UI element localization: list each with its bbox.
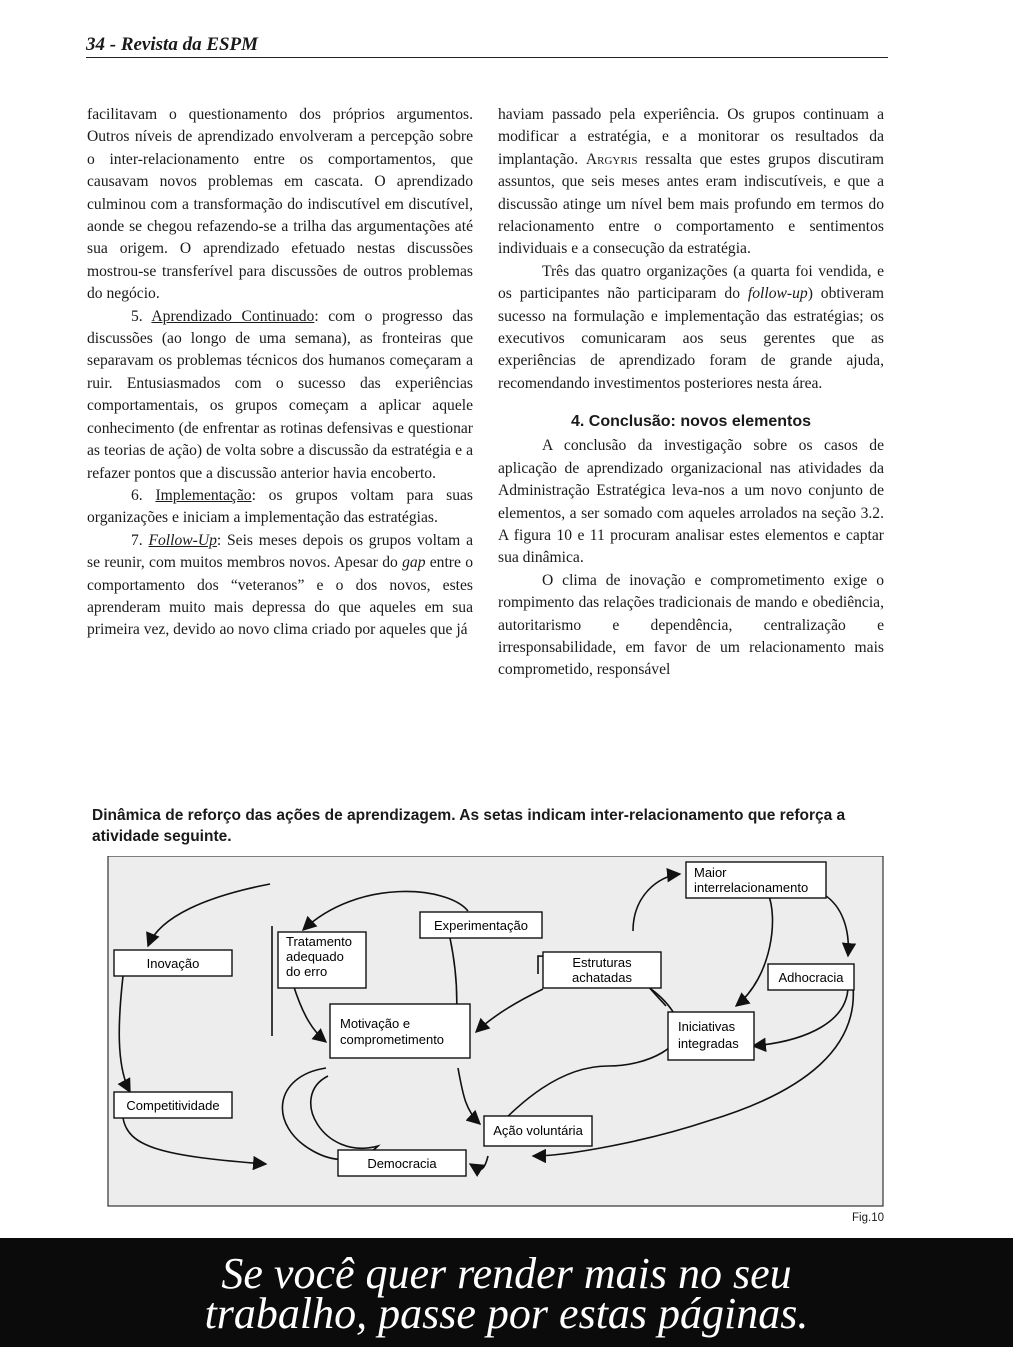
node-estruturas-achatadas [543, 952, 661, 988]
paragraph [87, 306, 473, 485]
node-label: Motivação e [340, 1016, 411, 1031]
text-run: ) obtiveram sucesso na formulação e implementação das estratégias; os executivos comunicaram aos seus gerentes que as experiências de aprendizado foram de grande ajuda, recomendando investimentos posteriores nesta área. [498, 285, 884, 392]
node-adhocracia [768, 964, 854, 990]
item-text: : com o progresso das discussões (ao longo de uma semana), as fronteiras que separavam os problemas técnicos dos humanos começaram a ruir. Entusiasmados com o sucesso das experiências comportamentais, os grupos começam a aplicar aquele conhecimento (de enfrentar as rotinas defensivas e questionar as teorias de ação) de volta sobre a discussão da estratégia e a refazer pontos que a discussão anterior havia encoberto. [87, 307, 474, 482]
node-label: Estruturas [572, 955, 632, 970]
node-label: Competitividade [126, 1098, 220, 1113]
running-head: 34 - Revista da ESPM [86, 34, 259, 55]
node-label: Experimentação [434, 918, 528, 933]
italic-term: gap [402, 554, 426, 572]
node-label: Iniciativas [678, 1019, 736, 1034]
item-text: entre o comportamento dos “veteranos” e o dos novos, estes aprenderam muito mais depressa do que aqueles em sua primeira vez, devido ao novo clima criado por aqueles que já [87, 554, 473, 639]
item-term: Follow-Up [148, 531, 217, 549]
node-label: interrelacionamento [694, 880, 809, 895]
figure-background [108, 856, 883, 1206]
node-motivacao-e-comprometimento [330, 1004, 470, 1058]
item-number: 5. [131, 307, 152, 325]
paragraph [498, 104, 884, 261]
node-label: Inovação [146, 956, 200, 971]
paragraph: O clima de inovação e comprometimento exige o rompimento das relações tradicionais de mando e obediência, autoritarismo e dependência, centralização e irresponsabilidade, em favor de um relacionamento mais comprometido, responsável [498, 571, 884, 679]
promo-banner [0, 1238, 1013, 1347]
node-competitividade [114, 1092, 232, 1118]
figure-caption: Dinâmica de reforço das ações de aprendizagem. As setas indicam inter-relacionamento que reforça a atividade seguinte. [92, 807, 846, 845]
node-label: achatadas [572, 970, 632, 985]
node-tratamento-adequado-do-erro [278, 932, 366, 988]
item-number: 6. [131, 486, 156, 504]
item-text: : os grupos voltam para suas organizações e iniciam a implementação das estratégias. [87, 486, 473, 527]
left-column [87, 104, 473, 642]
header-rule [86, 57, 888, 58]
text-run: haviam passado pela experiência. Os grupos continuam a modificar a estratégia, e a monitorar os resultados da implantação. [498, 106, 884, 168]
paragraph [87, 485, 473, 530]
paragraph [498, 261, 884, 395]
node-democracia [338, 1150, 466, 1176]
node-label: adequado [286, 949, 344, 964]
item-term: Aprendizado Continuado [151, 307, 315, 325]
node-label: Ação voluntária [493, 1123, 583, 1138]
text-run: Três das quatro organizações (a quarta foi vendida, e os participantes não participaram do [498, 262, 884, 303]
node-label: Adhocracia [778, 970, 844, 985]
node-label: do erro [286, 964, 328, 979]
item-number: 7. [131, 531, 149, 549]
node-label: integradas [678, 1036, 739, 1051]
banner-line: trabalho, passe por estas páginas. [204, 1289, 809, 1338]
node-iniciativas-integradas [668, 1012, 754, 1060]
node-maior-interrelacionamento [686, 862, 826, 898]
right-column [498, 104, 884, 682]
node-inovacao [114, 950, 232, 976]
item-text: : Seis meses depois os grupos voltam a se reunir, com muitos membros novos. Apesar do [87, 531, 473, 572]
node-label: Maior [694, 865, 727, 880]
node-label: Tratamento [286, 934, 352, 949]
banner-line: Se você quer render mais no seu [221, 1249, 792, 1298]
italic-term: follow-up [747, 285, 808, 303]
section-heading: 4. Conclusão: novos elementos [570, 413, 812, 431]
node-label: comprometimento [340, 1032, 445, 1047]
author-name: Argyris [585, 150, 638, 168]
text-run: ressalta que estes grupos discutiram assuntos, que seis meses antes eram indiscutíveis, e que a discussão atinge um nível bem mais profundo em termos do relacionamento entre o comportamento e sentimentos individuais e a consecução da estratégia. [498, 150, 884, 258]
paragraph: facilitavam o questionamento dos próprios argumentos. Outros níveis de aprendizado envolveram a percepção sobre o inter-relacionamento entre os comportamentos, que causavam novos problemas em cascata. O aprendizado culminou com a transformação do indiscutível em discutível, aonde se chegou refazendo-se a trilha das argumentações até sua origem. O aprendizado efetuado nestas discussões mostrou-se transferível para discussões de outros problemas do negócio. [87, 106, 473, 303]
paragraph [87, 530, 473, 642]
node-experimentacao [420, 912, 542, 938]
item-term: Implementação [155, 486, 252, 504]
node-label: Democracia [367, 1156, 437, 1171]
node-acao-voluntaria [484, 1116, 592, 1146]
paragraph: A conclusão da investigação sobre os casos de aplicação de aprendizado organizacional nas atividades da Administração Estratégica leva-nos a um novo conjunto de elementos, a ser somado com aqueles arrolados na seção 3.2. A figura 10 e 11 procuram analisar estes elementos e captar sua dinâmica. [498, 437, 884, 567]
figure-diagram [88, 856, 888, 1230]
figure-number: Fig.10 [852, 1212, 884, 1224]
